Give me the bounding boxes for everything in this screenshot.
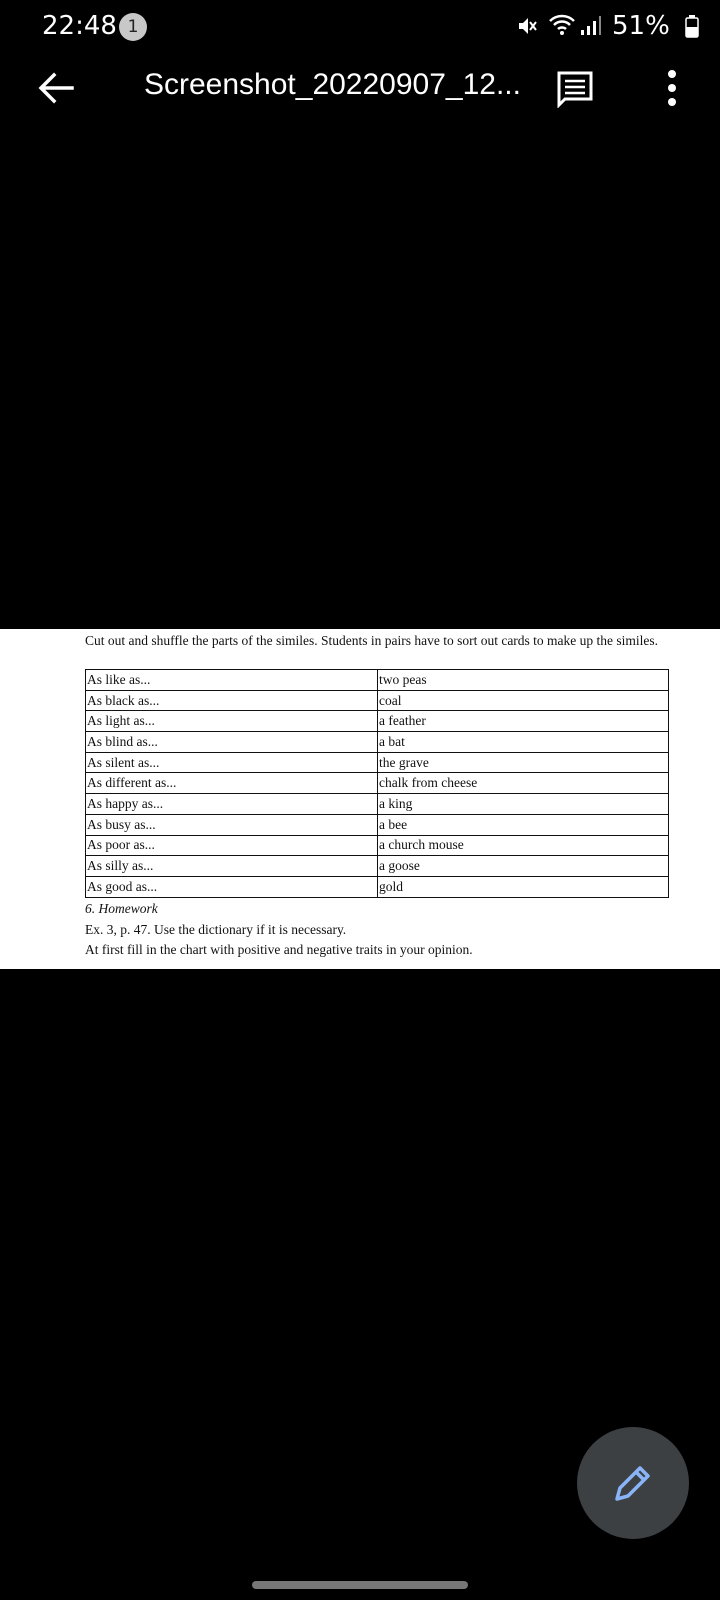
simile-end-cell: the grave: [378, 752, 669, 773]
signal-icon: [580, 14, 602, 36]
homework-line-1: Ex. 3, p. 47. Use the dictionary if it is necessary.: [85, 922, 347, 937]
table-row: [86, 690, 669, 711]
app-bar: [0, 54, 720, 126]
simile-end-cell: two peas: [378, 670, 669, 691]
edit-fab-button[interactable]: [577, 1427, 689, 1539]
table-row: [86, 670, 669, 691]
homework-title: 6. Homework: [85, 901, 158, 916]
comment-icon[interactable]: [556, 70, 594, 108]
simile-start-cell: As poor as...: [86, 835, 378, 856]
clock: 22:48: [42, 11, 117, 41]
simile-start-cell: As good as...: [86, 876, 378, 897]
battery-icon: [685, 15, 699, 38]
more-vert-icon[interactable]: [658, 68, 686, 108]
simile-end-cell: chalk from cheese: [378, 773, 669, 794]
doc-intro-text: Cut out and shuffle the parts of the similes. Students in pairs have to sort out cards to make up the similes.: [85, 633, 659, 648]
status-icons: [480, 0, 720, 54]
simile-end-cell: gold: [378, 876, 669, 897]
battery-percent: 51%: [612, 11, 670, 41]
simile-start-cell: As happy as...: [86, 794, 378, 815]
simile-end-cell: a church mouse: [378, 835, 669, 856]
simile-start-cell: As silly as...: [86, 856, 378, 877]
simile-table: [85, 669, 669, 898]
mute-icon: [516, 15, 538, 37]
home-indicator[interactable]: [252, 1581, 468, 1589]
simile-end-cell: a king: [378, 794, 669, 815]
file-title: Screenshot_20220907_12...: [144, 68, 521, 101]
simile-start-cell: As like as...: [86, 670, 378, 691]
pencil-icon: [611, 1461, 655, 1505]
arrow-back-icon[interactable]: [36, 68, 76, 108]
simile-end-cell: coal: [378, 690, 669, 711]
table-row: [86, 711, 669, 732]
simile-end-cell: a bee: [378, 814, 669, 835]
table-row: [86, 773, 669, 794]
simile-end-cell: a goose: [378, 856, 669, 877]
table-row: [86, 814, 669, 835]
document-image[interactable]: [0, 629, 720, 969]
status-bar: [0, 0, 720, 54]
notification-count-badge: 1: [119, 13, 147, 41]
simile-start-cell: As different as...: [86, 773, 378, 794]
simile-end-cell: a feather: [378, 711, 669, 732]
simile-start-cell: As blind as...: [86, 732, 378, 753]
simile-start-cell: As black as...: [86, 690, 378, 711]
table-row: [86, 732, 669, 753]
simile-end-cell: a bat: [378, 732, 669, 753]
simile-start-cell: As silent as...: [86, 752, 378, 773]
table-row: [86, 752, 669, 773]
simile-start-cell: As light as...: [86, 711, 378, 732]
simile-start-cell: As busy as...: [86, 814, 378, 835]
table-row: [86, 876, 669, 897]
table-row: [86, 794, 669, 815]
wifi-icon: [548, 12, 576, 38]
table-row: [86, 856, 669, 877]
table-row: [86, 835, 669, 856]
homework-line-2: At first fill in the chart with positive and negative traits in your opinion.: [85, 942, 473, 957]
